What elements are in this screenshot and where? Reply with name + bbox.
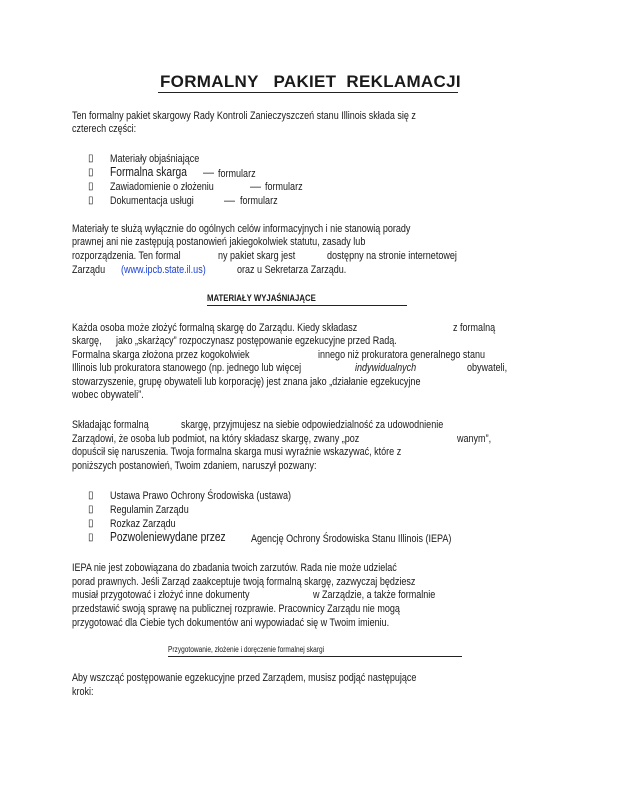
- para4-line-1: Aby wszcząć postępowanie egzekucyjne przed Zarządem, musisz podjąć następujące: [72, 672, 417, 684]
- para1-line-1a: Każda osoba może złożyć formalną skargę do Zarządu. Kiedy składasz: [72, 322, 358, 334]
- para2-line-4: poniższych postanowień, Twoim zdaniem, naruszył pozwany:: [72, 460, 317, 472]
- bullet-icon: ▯: [88, 490, 94, 501]
- list-item-form: formularz: [218, 168, 256, 180]
- list-item-dash: —: [250, 181, 261, 193]
- para2-line-1a: Składając formalną: [72, 419, 149, 431]
- para1-line-2a: skargę,: [72, 335, 102, 347]
- para2-line-3: dopuścił się naruszenia. Twoja formalna skarga musi wyraźnie wskazywać, które z: [72, 446, 402, 458]
- section-heading-rule: [207, 305, 407, 306]
- list-item: Pozwoleniewydane przez: [110, 530, 226, 544]
- list-item: Materiały objaśniające: [110, 153, 200, 165]
- page-title: FORMALNY PAKIET REKLAMACJI: [160, 72, 461, 91]
- intro-line-1: Ten formalny pakiet skargowy Rady Kontroli Zanieczyszczeń stanu Illinois składa się z: [72, 110, 416, 122]
- para1-line-2b: jako „skarżący” rozpoczynasz postępowanie egzekucyjne przed Radą.: [116, 335, 397, 347]
- para1-line-4a: Illinois lub prokuratora stanowego (np. jednego lub więcej: [72, 362, 302, 374]
- materials-line-3c: dostępny na stronie internetowej: [327, 250, 457, 262]
- para1-line-4c: obywateli,: [467, 362, 508, 374]
- bullet-icon: ▯: [88, 532, 94, 543]
- para2-line-2a: Zarządowi, że osoba lub podmiot, na który składasz skargę, zwany „poz: [72, 433, 360, 445]
- title-underline: [158, 92, 458, 93]
- list-item: Ustawa Prawo Ochrony Środowiska (ustawa): [110, 490, 291, 502]
- bullet-icon: ▯: [88, 153, 94, 164]
- materials-line-4b: oraz u Sekretarza Zarządu.: [237, 264, 347, 276]
- list-item: Rozkaz Zarządu: [110, 518, 176, 530]
- para3-line-3b: w Zarządzie, a także formalnie: [313, 589, 436, 601]
- materials-line-3b: ny pakiet skarg jest: [218, 250, 296, 262]
- bullet-icon: ▯: [88, 181, 94, 192]
- para3-line-2: porad prawnych. Jeśli Zarząd zaakceptuje twoją formalną skargę, zazwyczaj będziesz: [72, 576, 416, 588]
- section-heading-explanatory: MATERIAŁY WYJAŚNIAJĄCE: [207, 293, 316, 304]
- para1-line-6: wobec obywateli”.: [72, 389, 144, 401]
- bullet-icon: ▯: [88, 518, 94, 529]
- section-heading-preparation: Przygotowanie, złożenie i doręczenie formalnej skargi: [168, 645, 325, 654]
- list-item: Zawiadomienie o złożeniu: [110, 181, 214, 193]
- list-item: Regulamin Zarządu: [110, 504, 189, 516]
- para1-line-4b: indywidualnych: [355, 362, 417, 374]
- bullet-icon: ▯: [88, 167, 94, 178]
- list-item-dash: —: [203, 167, 214, 179]
- para3-line-4: przedstawić swoją sprawę na publicznej rozprawie. Pracownicy Zarządu nie mogą: [72, 603, 400, 615]
- materials-line-2: prawnej ani nie zastępują postanowień jakiegokolwiek statutu, zasady lub: [72, 236, 366, 248]
- para2-line-2b: wanym”,: [457, 433, 492, 445]
- para1-line-5: stowarzyszenie, grupę obywateli lub korporację) jest znana jako „działanie egzekucyjne: [72, 376, 421, 388]
- list-item: Dokumentacja usługi: [110, 195, 194, 207]
- list-item-rest: Agencję Ochrony Środowiska Stanu Illinois (IEPA): [251, 533, 452, 545]
- list-item-form: formularz: [240, 195, 278, 207]
- materials-line-1: Materiały te służą wyłącznie do ogólnych celów informacyjnych i nie stanowią porady: [72, 223, 411, 235]
- para1-line-3a: Formalna skarga złożona przez kogokolwiek: [72, 349, 250, 361]
- list-item-dash: —: [224, 195, 235, 207]
- materials-line-3a: rozporządzenia. Ten formal: [72, 250, 181, 262]
- section-heading-rule: [168, 656, 462, 657]
- para4-line-2: kroki:: [72, 686, 94, 698]
- intro-line-2: czterech części:: [72, 123, 137, 135]
- para1-line-3b: innego niż prokuratora generalnego stanu: [318, 349, 485, 361]
- list-item-form: formularz: [265, 181, 303, 193]
- para1-line-1b: z formalną: [453, 322, 496, 334]
- para3-line-3a: musiał przygotować i złożyć inne dokumenty: [72, 589, 250, 601]
- list-item: Formalna skarga: [110, 165, 187, 179]
- para3-line-5: przygotować dla Ciebie tych dokumentów ani wypowiadać się w Twoim imieniu.: [72, 617, 390, 629]
- bullet-icon: ▯: [88, 195, 94, 206]
- para2-line-1b: skargę, przyjmujesz na siebie odpowiedzialność za udowodnienie: [181, 419, 444, 431]
- website-link[interactable]: (www.ipcb.state.il.us): [121, 264, 206, 276]
- bullet-icon: ▯: [88, 504, 94, 515]
- para3-line-1: IEPA nie jest zobowiązana do zbadania twoich zarzutów. Rada nie może udzielać: [72, 562, 397, 574]
- materials-line-4a: Zarządu: [72, 264, 106, 276]
